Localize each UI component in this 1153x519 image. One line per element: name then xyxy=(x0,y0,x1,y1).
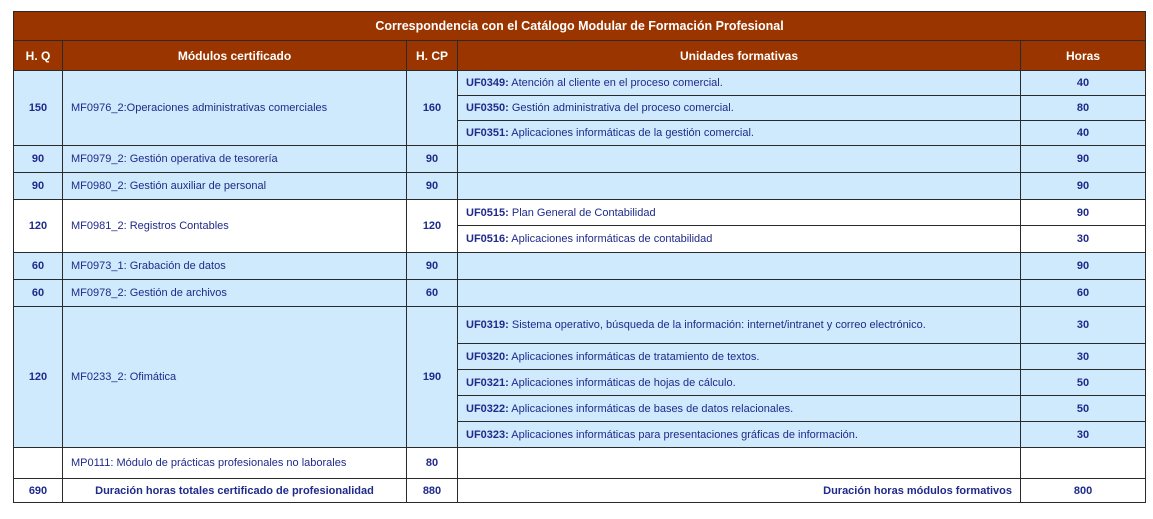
module-name: MF0976_2:Operaciones administrativas comerciales xyxy=(63,71,407,146)
module-hcp: 90 xyxy=(407,253,458,280)
unit-hours: 90 xyxy=(1021,200,1146,226)
table-row xyxy=(14,253,1146,280)
module-name: MF0233_2: Ofimática xyxy=(63,307,407,448)
unit-cell xyxy=(458,173,1021,200)
header-unidades: Unidades formativas xyxy=(458,41,1021,71)
unit-cell xyxy=(458,121,1021,146)
module-hours xyxy=(1021,448,1146,479)
module-hq: 90 xyxy=(14,173,63,200)
unit-code: UF0323: xyxy=(466,428,509,441)
module-hq: 120 xyxy=(14,200,63,253)
module-name: MF0973_1: Grabación de datos xyxy=(63,253,407,280)
unit-hours: 30 xyxy=(1021,344,1146,370)
module-hours: 90 xyxy=(1021,173,1146,200)
table-row xyxy=(14,307,1146,344)
module-hq: 60 xyxy=(14,280,63,307)
unit-text: Plan General de Contabilidad xyxy=(508,206,656,219)
unit-hours: 40 xyxy=(1021,71,1146,96)
unit-code: UF0322: xyxy=(466,402,509,415)
header-horas: Horas xyxy=(1021,41,1146,71)
unit-text: Aplicaciones informáticas para presentaciones gráficas de información. xyxy=(508,428,858,441)
module-hcp: 60 xyxy=(407,280,458,307)
module-hcp: 90 xyxy=(407,173,458,200)
unit-code: UF0321: xyxy=(466,376,509,389)
unit-text: Atención al cliente en el proceso comercial. xyxy=(508,77,723,89)
module-hq: 60 xyxy=(14,253,63,280)
unit-cell xyxy=(458,71,1021,96)
total-hq: 690 xyxy=(14,479,63,503)
unit-text: Aplicaciones informáticas de la gestión comercial. xyxy=(508,127,754,139)
unit-text: Aplicaciones informáticas de contabilidad xyxy=(508,233,713,245)
module-hq: 150 xyxy=(14,71,63,146)
unit-code: UF0349: xyxy=(466,77,509,89)
unit-code: UF0319: xyxy=(466,319,509,331)
unit-cell xyxy=(458,200,1021,226)
total-hours: 800 xyxy=(1021,479,1146,503)
unit-cell xyxy=(458,226,1021,253)
module-hcp: 120 xyxy=(407,200,458,253)
table-row xyxy=(14,173,1146,200)
module-name: MF0979_2: Gestión operativa de tesorería xyxy=(63,146,407,173)
table-row xyxy=(14,71,1146,96)
unit-hours: 50 xyxy=(1021,396,1146,422)
module-hcp: 190 xyxy=(407,307,458,448)
total-label-left: Duración horas totales certificado de profesionalidad xyxy=(63,479,407,503)
unit-cell xyxy=(458,146,1021,173)
unit-text: Aplicaciones informáticas de bases de datos relacionales. xyxy=(508,402,794,415)
catalog-table-container xyxy=(13,11,1145,503)
table-row xyxy=(14,200,1146,226)
module-hq: 120 xyxy=(14,307,63,448)
module-hours: 90 xyxy=(1021,146,1146,173)
catalog-table xyxy=(13,11,1146,503)
unit-code: UF0515: xyxy=(466,206,509,219)
unit-code: UF0351: xyxy=(466,127,509,139)
module-hours: 90 xyxy=(1021,253,1146,280)
unit-hours: 30 xyxy=(1021,226,1146,253)
header-hcp: H. CP xyxy=(407,41,458,71)
module-name: MP0111: Módulo de prácticas profesionales no laborales xyxy=(63,448,407,479)
header-hq: H. Q xyxy=(14,41,63,71)
module-hq xyxy=(14,448,63,479)
unit-text: Sistema operativo, búsqueda de la información: internet/intranet y correo electrónico. xyxy=(508,319,926,331)
unit-hours: 30 xyxy=(1021,422,1146,448)
unit-code: UF0320: xyxy=(466,350,509,363)
module-hcp: 160 xyxy=(407,71,458,146)
table-row xyxy=(14,146,1146,173)
table-row xyxy=(14,448,1146,479)
table-title: Correspondencia con el Catálogo Modular de Formación Profesional xyxy=(14,12,1146,41)
unit-code: UF0516: xyxy=(466,233,509,245)
unit-cell xyxy=(458,253,1021,280)
module-hcp: 90 xyxy=(407,146,458,173)
unit-hours: 40 xyxy=(1021,121,1146,146)
unit-hours: 30 xyxy=(1021,307,1146,344)
module-name: MF0981_2: Registros Contables xyxy=(63,200,407,253)
total-hcp: 880 xyxy=(407,479,458,503)
unit-cell xyxy=(458,96,1021,121)
unit-cell xyxy=(458,280,1021,307)
module-hq: 90 xyxy=(14,146,63,173)
unit-cell xyxy=(458,448,1021,479)
module-hours: 60 xyxy=(1021,280,1146,307)
module-name: MF0980_2: Gestión auxiliar de personal xyxy=(63,173,407,200)
unit-cell xyxy=(458,344,1021,370)
unit-code: UF0350: xyxy=(466,102,509,114)
total-label-right: Duración horas módulos formativos xyxy=(458,479,1021,503)
unit-text: Aplicaciones informáticas de hojas de cálculo. xyxy=(508,376,736,389)
module-name: MF0978_2: Gestión de archivos xyxy=(63,280,407,307)
header-modulos: Módulos certificado xyxy=(63,41,407,71)
unit-hours: 50 xyxy=(1021,370,1146,396)
unit-text: Gestión administrativa del proceso comercial. xyxy=(508,102,734,114)
unit-text: Aplicaciones informáticas de tratamiento de textos. xyxy=(508,350,760,363)
unit-hours: 80 xyxy=(1021,96,1146,121)
unit-cell xyxy=(458,307,1021,344)
unit-cell xyxy=(458,370,1021,396)
module-hcp: 80 xyxy=(407,448,458,479)
unit-cell xyxy=(458,396,1021,422)
table-row xyxy=(14,280,1146,307)
totals-row xyxy=(14,479,1146,503)
unit-cell xyxy=(458,422,1021,448)
